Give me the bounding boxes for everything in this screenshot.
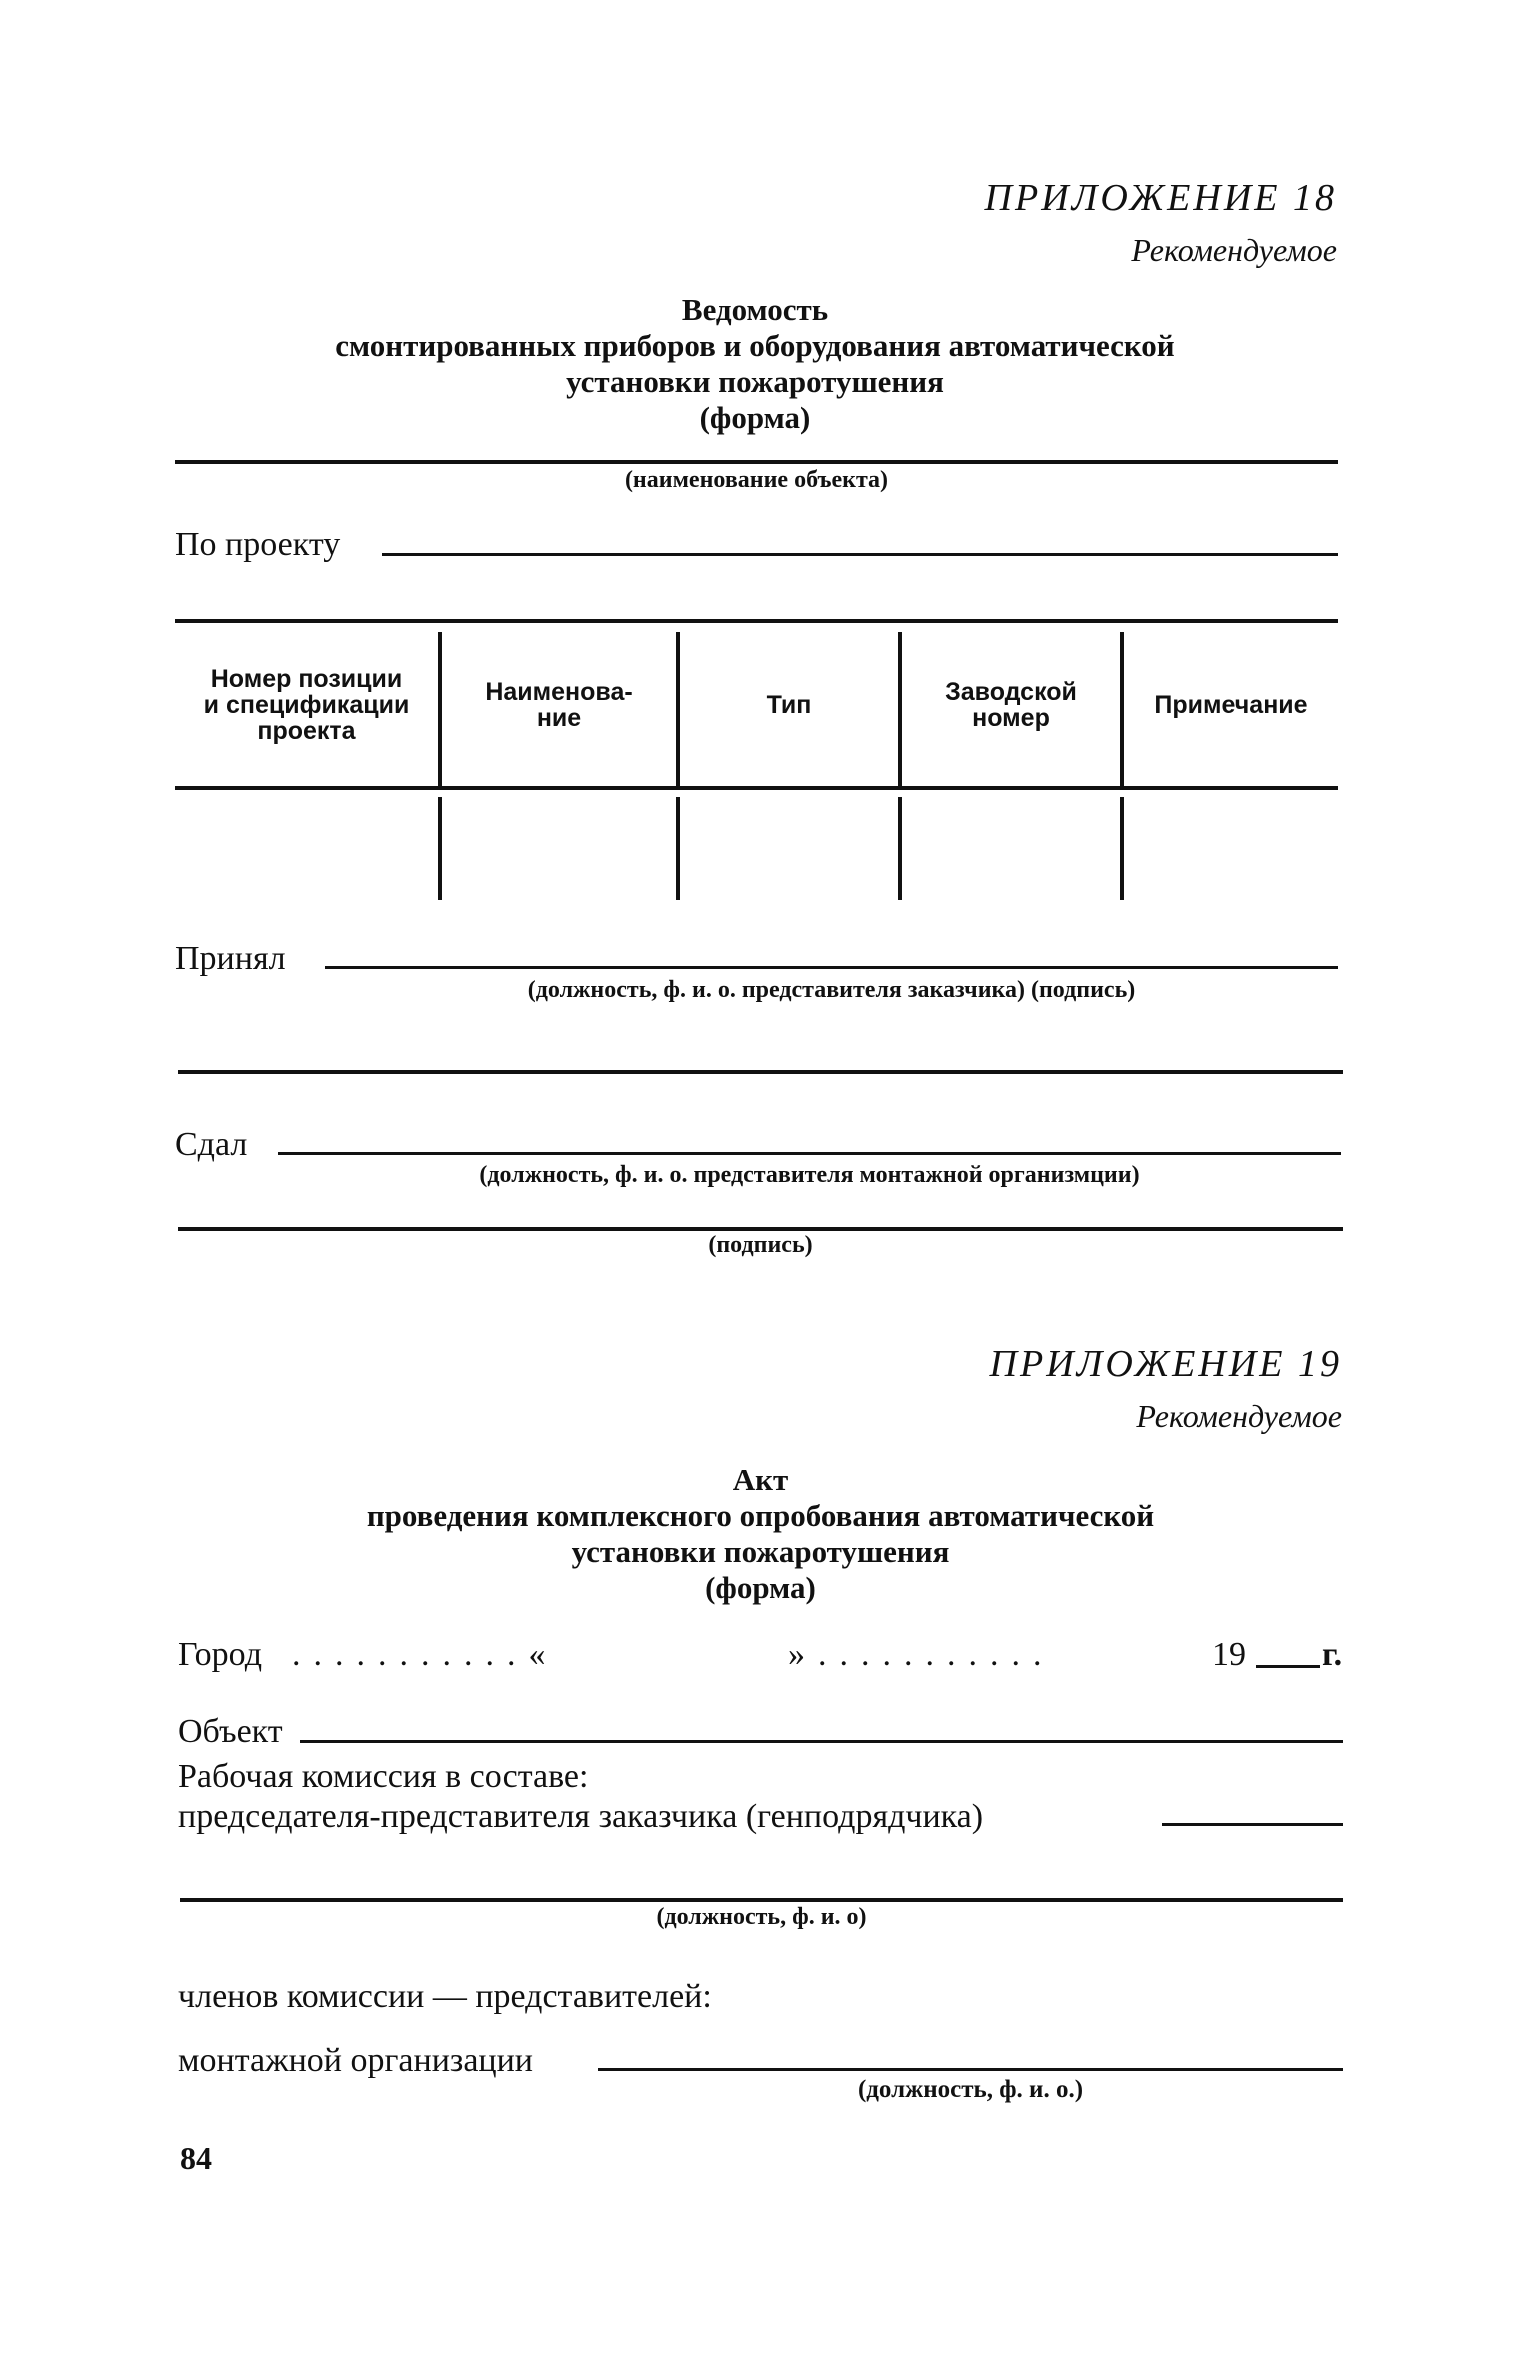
members-label: членов комиссии — представителей:	[178, 1978, 712, 2015]
handed-caption: (должность, ф. и. о. представителя монтажной организмции)	[479, 1162, 1140, 1188]
table-header-note: Примечание	[1154, 691, 1308, 719]
accepted-label: Принял	[175, 940, 286, 977]
table-body-divider	[438, 797, 442, 900]
year-prefix: 19	[1212, 1636, 1246, 1673]
page-number: 84	[180, 2140, 212, 2176]
appendix-18-title	[170, 292, 1340, 436]
accepted-line	[325, 966, 1338, 969]
signature-caption: (подпись)	[708, 1232, 813, 1258]
object-label: Объект	[178, 1713, 283, 1750]
accepted-signature-line	[178, 1070, 1343, 1074]
handed-signature-line	[178, 1227, 1343, 1231]
handed-line	[278, 1152, 1341, 1155]
object-line	[300, 1740, 1343, 1743]
title-line: проведения комплексного опробования автоматической	[366, 1498, 1155, 1533]
title-line: (форма)	[705, 1570, 816, 1605]
table-header-border	[175, 786, 1338, 790]
table-header-type: Тип	[766, 691, 812, 719]
table-body-divider	[1120, 797, 1124, 900]
table-body-divider	[676, 797, 680, 900]
table-body-divider	[898, 797, 902, 900]
installer-label: монтажной организации	[178, 2042, 533, 2079]
table-header-serial: Заводской номер	[945, 678, 1077, 732]
appendix-18-heading: ПРИЛОЖЕНИЕ 18	[984, 177, 1337, 219]
table-top-border	[175, 619, 1338, 623]
city-date-dots-right: »...........	[788, 1636, 1055, 1673]
position-caption: (должность, ф. и. о)	[656, 1904, 867, 1930]
table-header-name: Наименова- ние	[485, 678, 633, 732]
chairman-position-line	[180, 1898, 1343, 1902]
chairman-line	[1162, 1823, 1343, 1826]
object-name-line	[175, 460, 1338, 464]
appendix-19-title	[178, 1462, 1343, 1606]
year-suffix: г.	[1322, 1636, 1343, 1673]
commission-label: Рабочая комиссия в составе:	[178, 1758, 589, 1795]
title-line: установки пожаротушения	[566, 364, 944, 399]
appendix-19-heading: ПРИЛОЖЕНИЕ 19	[989, 1343, 1342, 1385]
year-line	[1256, 1665, 1320, 1668]
city-label: Город	[178, 1636, 262, 1673]
title-line: установки пожаротушения	[571, 1534, 950, 1569]
title-line: Ведомость	[681, 292, 829, 327]
installer-caption: (должность, ф. и. о.)	[857, 2076, 1084, 2103]
city-date-dots-left: ...........«	[292, 1636, 559, 1673]
accepted-caption: (должность, ф. и. о. представителя заказчика) (подпись)	[527, 977, 1136, 1003]
handed-label: Сдал	[175, 1126, 248, 1163]
title-line: Акт	[732, 1462, 789, 1497]
project-line	[382, 553, 1338, 556]
project-label: По проекту	[175, 526, 341, 563]
chairman-label: председателя-представителя заказчика (генподрядчика)	[178, 1798, 984, 1835]
appendix-19-status: Рекомендуемое	[1136, 1398, 1342, 1434]
appendix-18-status: Рекомендуемое	[1131, 232, 1337, 268]
title-line: (форма)	[699, 400, 811, 435]
table-header-position: Номер позиции и спецификации проекта	[203, 665, 410, 745]
installer-line	[598, 2068, 1343, 2071]
title-line: смонтированных приборов и оборудования автоматической	[335, 328, 1175, 363]
object-name-caption: (наименование объекта)	[624, 467, 889, 493]
